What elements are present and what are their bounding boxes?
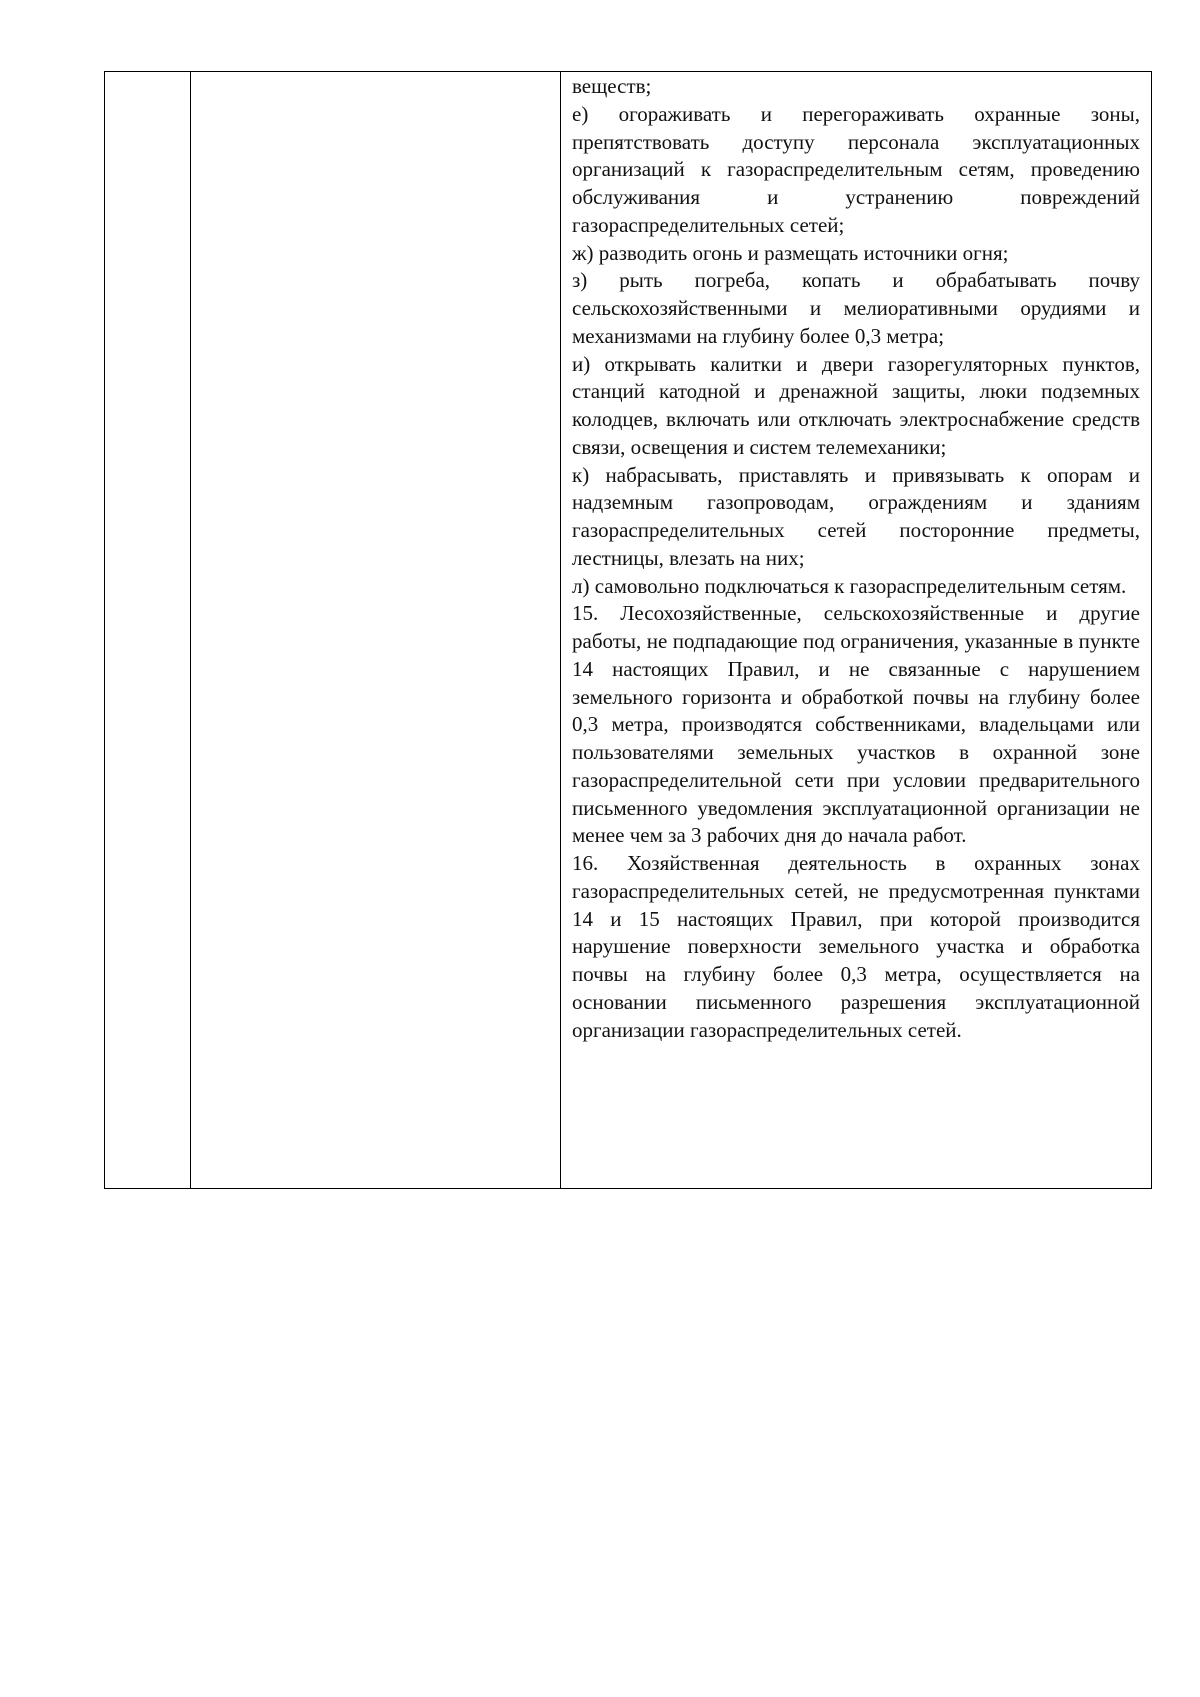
paragraph-item-i: и) открывать калитки и двери газорегуляторных пунктов, станций катодной и дренажной защиты, люки подземных колодцев, включать или отключать электроснабжение средств связи, освещения и систем телемеханики; [572, 351, 1140, 459]
requirements-cell [561, 72, 1152, 1189]
paragraph-item-k: к) набрасывать, приставлять и привязывать к опорам и надземным газопроводам, ограждениям и зданиям газораспределительных сетей посторонние предметы, лестницы, влезать на них; [572, 462, 1140, 570]
rules-table [104, 71, 1152, 1189]
paragraph-item-z: з) рыть погреба, копать и обрабатывать почву сельскохозяйственными и мелиоративными орудиями и механизмами на глубину более 0,3 метра; [572, 268, 1140, 348]
paragraph-item-e: е) огораживать и перегораживать охранные зоны, препятствовать доступу персонала эксплуатационных организаций к газораспределительным сетям, проведению обслуживания и устранению повреждений газораспределительных сетей; [572, 101, 1140, 237]
paragraph-clause-16: 16. Хозяйственная деятельность в охранных зонах газораспределительных сетей, не предусмотренная пунктами 14 и 15 настоящих Правил, при которой производится нарушение поверхности земельного участка и обработка почвы на глубину более 0,3 метра, осуществляется на основании письменного разрешения эксплуатационной организации газораспределительных сетей. [572, 851, 1140, 1042]
number-cell [105, 72, 191, 1189]
paragraph-continuation: веществ; [572, 74, 652, 98]
paragraph-item-zh: ж) разводить огонь и размещать источники огня; [572, 240, 1009, 265]
subject-cell [191, 72, 561, 1189]
paragraph-clause-15: 15. Лесохозяйственные, сельскохозяйственные и другие работы, не подпадающие под ограничения, указанные в пункте 14 настоящих Правил, и не связанные с нарушением земельного горизонта и обработкой почвы на глубину более 0,3 метра, производятся собственниками, владельцами или пользователями земельных участков в охранной зоне газораспределительной сети при условии предварительного письменного уведомления эксплуатационной организации не менее чем за 3 рабочих дня до начала работ. [572, 601, 1140, 848]
table-row [105, 72, 1152, 1189]
requirements-text [561, 72, 1151, 1044]
paragraph-item-l: л) самовольно подключаться к газораспределительным сетям. [572, 573, 1127, 598]
